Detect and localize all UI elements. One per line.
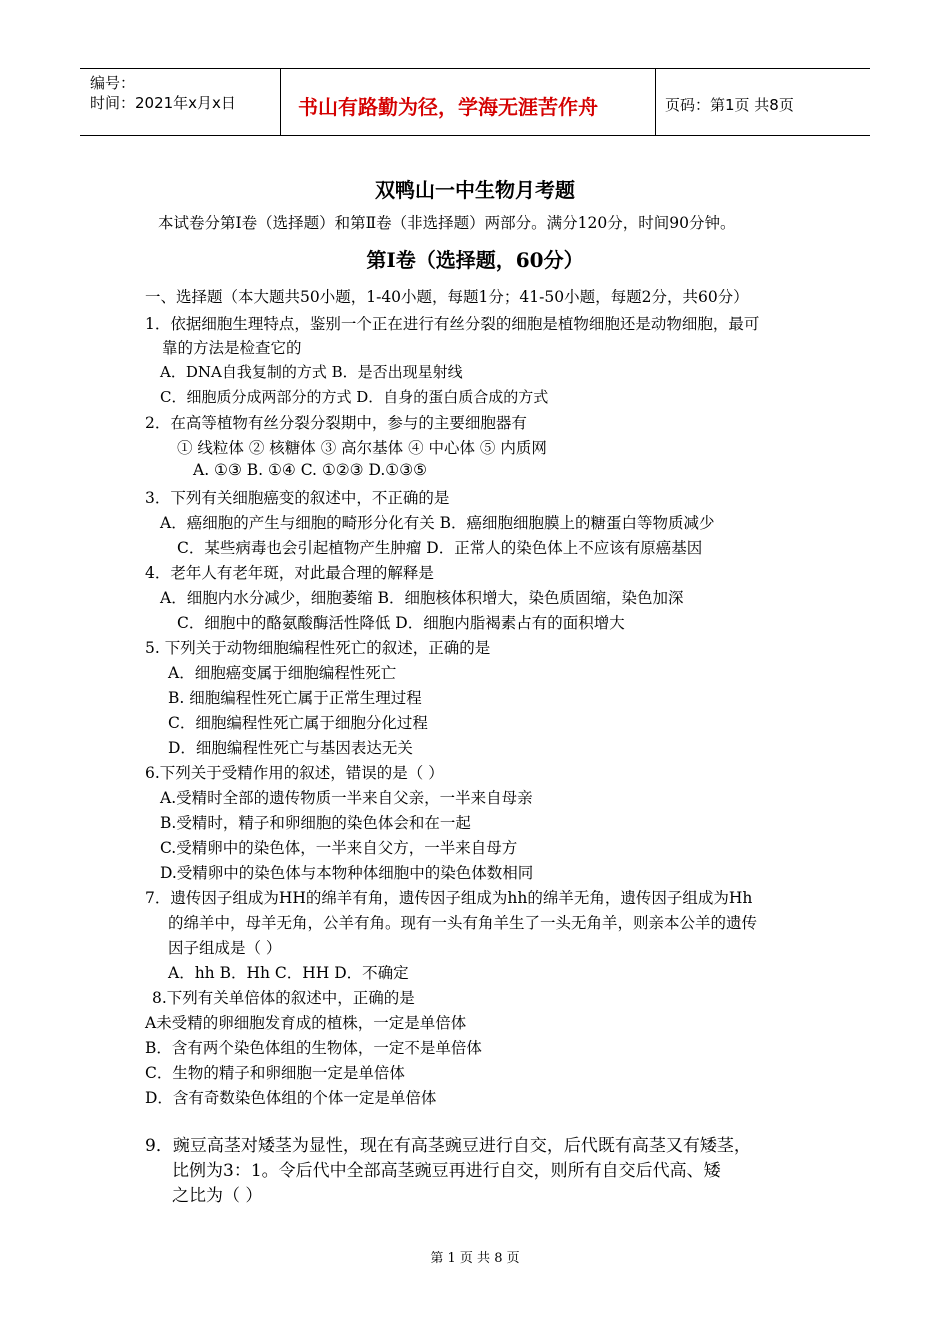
q2-stem: 2．在高等植物有丝分裂分裂期中，参与的主要细胞器有: [145, 414, 527, 432]
q9-stem-cont1: 比例为3：1。令后代中全部高茎豌豆再进行自交，则所有自交后代高、矮: [172, 1161, 721, 1181]
header-motto: 书山有路勤为径，学海无涯苦作舟: [298, 95, 598, 119]
header-divider-left: [280, 68, 281, 136]
q1-stem: 1．依据细胞生理特点，鉴别一个正在进行有丝分裂的细胞是植物细胞还是动物细胞，最可: [145, 315, 760, 333]
q8-stem: 8.下列有关单倍体的叙述中，正确的是: [152, 989, 415, 1007]
page-footer: 第 1 页 共 8 页: [430, 1251, 520, 1266]
q1-options-cd: C．细胞质分成两部分的方式 D．自身的蛋白质合成的方式: [160, 388, 549, 406]
q6-option-c: C.受精卵中的染色体，一半来自父方，一半来自母方: [160, 839, 518, 857]
header-date-label: 时间：2021年x月x日: [90, 94, 236, 112]
q7-options: A．hh B．Hh C．HH D．不确定: [168, 964, 409, 982]
header-page-info: 页码：第1页 共8页: [665, 96, 794, 114]
q7-stem-cont1: 的绵羊中，母羊无角，公羊有角。现有一头有角羊生了一头无角羊，则亲本公羊的遗传: [168, 914, 758, 932]
q4-options-cd: C．细胞中的酪氨酸酶活性降低 D．细胞内脂褐素占有的面积增大: [177, 614, 625, 632]
exam-title: 双鸭山一中生物月考题: [375, 178, 575, 202]
q9-stem: 9．豌豆高茎对矮茎为显性，现在有高茎豌豆进行自交，后代既有高茎又有矮茎，: [145, 1136, 751, 1156]
q3-options-ab: A．癌细胞的产生与细胞的畸形分化有关 B．癌细胞细胞膜上的糖蛋白等物质减少: [160, 514, 715, 532]
section-heading: 一、选择题（本大题共50小题，1-40小题，每题1分；41-50小题，每题2分，共60分）: [145, 288, 749, 306]
q7-stem: 7．遗传因子组成为HH的绵羊有角，遗传因子组成为hh的绵羊无角，遗传因子组成为Hh: [145, 889, 753, 907]
q3-stem: 3．下列有关细胞癌变的叙述中，不正确的是: [145, 489, 450, 507]
q8-option-b: B．含有两个染色体组的生物体，一定不是单倍体: [145, 1039, 482, 1057]
exam-intro: 本试卷分第Ⅰ卷（选择题）和第Ⅱ卷（非选择题）两部分。满分120分，时间90分钟。: [158, 214, 736, 232]
q8-option-d: D．含有奇数染色体组的个体一定是单倍体: [145, 1089, 437, 1107]
q7-stem-cont2: 因子组成是（ ）: [168, 939, 282, 957]
q6-option-a: A.受精时全部的遗传物质一半来自父亲，一半来自母亲: [160, 789, 533, 807]
q4-options-ab: A．细胞内水分减少，细胞萎缩 B．细胞核体积增大，染色质固缩，染色加深: [160, 589, 684, 607]
q9-stem-cont2: 之比为（ ）: [172, 1186, 263, 1206]
q8-option-c: C．生物的精子和卵细胞一定是单倍体: [145, 1064, 405, 1082]
q2-items: ① 线粒体 ② 核糖体 ③ 高尔基体 ④ 中心体 ⑤ 内质网: [177, 439, 547, 457]
q6-option-b: B.受精时，精子和卵细胞的染色体会和在一起: [160, 814, 471, 832]
header-divider-right: [655, 68, 656, 136]
q4-stem: 4．老年人有老年斑，对此最合理的解释是: [145, 564, 434, 582]
q6-option-d: D.受精卵中的染色体与本物种体细胞中的染色体数相同: [160, 864, 534, 882]
header-bottom-rule: [80, 135, 870, 136]
q2-options: A. ①③ B. ①④ C. ①②③ D.①③⑤: [193, 461, 427, 479]
q5-option-c: C．细胞编程性死亡属于细胞分化过程: [168, 714, 428, 732]
q1-stem-cont: 靠的方法是检查它的: [162, 339, 302, 357]
q3-options-cd: C．某些病毒也会引起植物产生肿瘤 D．正常人的染色体上不应该有原癌基因: [177, 539, 703, 557]
header-number-label: 编号：: [90, 74, 136, 92]
header-top-rule: [80, 68, 870, 69]
q8-option-a: A未受精的卵细胞发育成的植株，一定是单倍体: [145, 1014, 467, 1032]
q5-option-b: B. 细胞编程性死亡属于正常生理过程: [168, 689, 422, 707]
q6-stem: 6.下列关于受精作用的叙述，错误的是（ ）: [145, 764, 444, 782]
q5-stem: 5. 下列关于动物细胞编程性死亡的叙述，正确的是: [145, 639, 491, 657]
q5-option-a: A．细胞癌变属于细胞编程性死亡: [168, 664, 397, 682]
q5-option-d: D．细胞编程性死亡与基因表达无关: [168, 739, 413, 757]
part1-title: 第Ⅰ卷（选择题，60分）: [366, 248, 584, 272]
q1-options-ab: A．DNA自我复制的方式 B．是否出现星射线: [160, 363, 463, 381]
